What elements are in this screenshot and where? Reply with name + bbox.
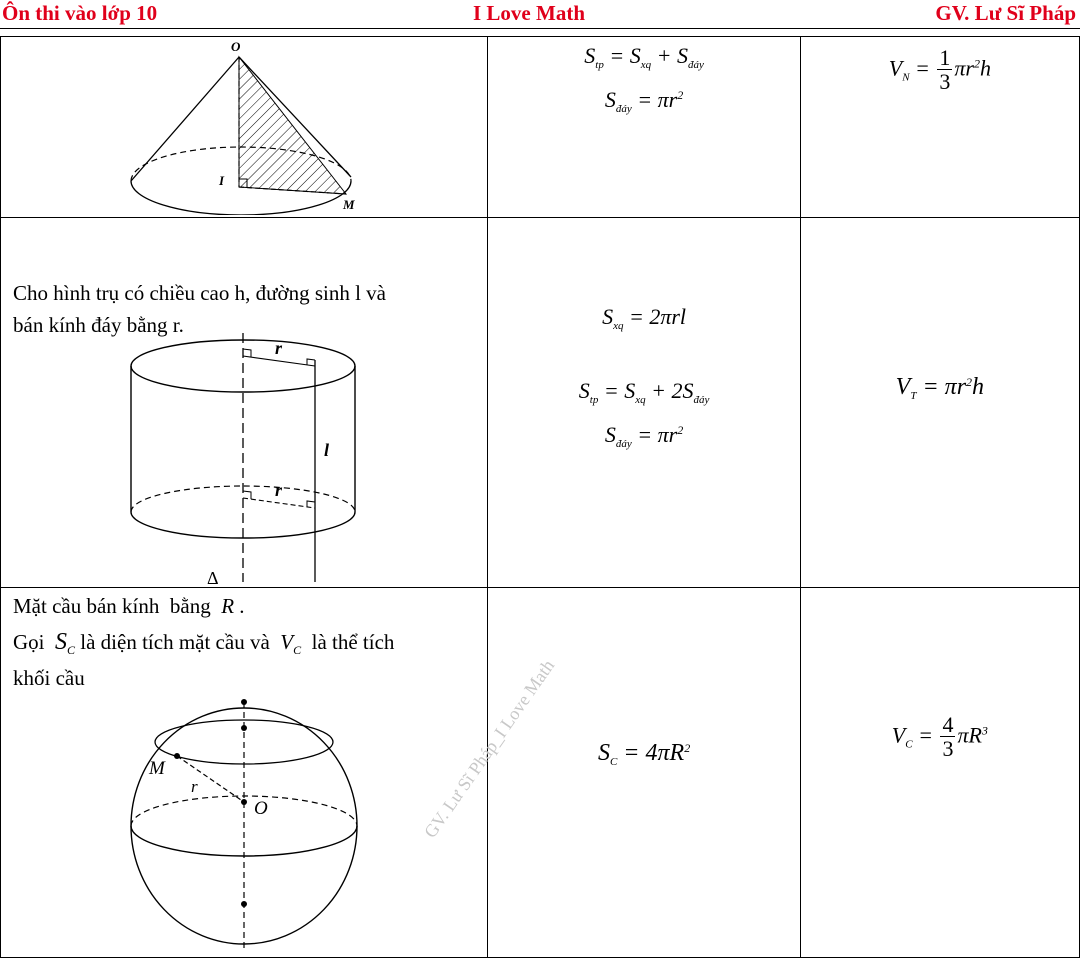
cylinder-generator-label: l <box>324 440 330 460</box>
cone-apex-label: O <box>231 39 241 54</box>
sphere-description-line3: khối cầu <box>13 666 85 690</box>
sphere-area-cell <box>488 588 800 958</box>
cylinder-description-line2: bán kính đáy bằng r. <box>13 313 184 337</box>
formula-table <box>0 36 1080 958</box>
sphere-volume-formula: $V_C$ = $\frac{4}{3}$ $\pi R^3$ <box>891 712 988 761</box>
cylinder-bottom-radius-label: r <box>275 480 283 500</box>
cone-point-label: M <box>343 197 355 212</box>
watermark: GV. Lư Sĩ Pháp_I Love Math <box>420 655 559 842</box>
cone-cell <box>1 37 488 218</box>
cylinder-area-cell <box>488 218 800 588</box>
cylinder-description-line1: Cho hình trụ có chiều cao h, đường sinh l và <box>13 281 387 305</box>
delta-icon: Δ <box>207 568 219 586</box>
page-header <box>0 0 1080 30</box>
cone-base-area-formula: $S_{đáy} = \pi r^2$ <box>604 87 684 115</box>
sphere-point-label: M <box>149 758 165 779</box>
cylinder-volume-formula: $V_T = \pi r^2h$ <box>895 374 985 402</box>
cylinder-icon <box>121 332 371 586</box>
table-row <box>1 218 1080 588</box>
cylinder-lateral-area-formula: $S_{xq} = 2\pi rl$ <box>602 304 687 332</box>
sphere-area-formula: $S_C = 4\pi R^2$ <box>597 740 691 768</box>
table-row <box>1 37 1080 218</box>
cone-area-cell <box>488 37 800 218</box>
cylinder-volume-cell <box>800 218 1079 588</box>
cone-center-label: I <box>219 173 225 188</box>
sphere-description-line2: Gọi $S_C$ là diện tích mặt cầu và $V_C$ là thể tích <box>13 629 395 658</box>
cone-volume-cell <box>800 37 1079 218</box>
sphere-center-label: O <box>254 798 268 819</box>
table-row <box>1 588 1080 958</box>
cylinder-total-area-formula: $S_{tp} = S_{xq} + 2S_{đáy}$ <box>578 378 710 406</box>
cone-volume-formula: $V_N$ = $\frac{1}{3}$ $\pi r^2h$ <box>888 45 991 94</box>
cylinder-base-area-formula: $S_{đáy} = \pi r^2$ <box>604 422 684 450</box>
header-center: I Love Math <box>473 1 585 25</box>
sphere-description-line1: Mặt cầu bán kính bằng R . <box>13 594 245 618</box>
cylinder-top-radius-label: r <box>275 338 283 358</box>
sphere-cell <box>1 588 488 958</box>
cone-icon <box>111 39 371 215</box>
sphere-volume-cell <box>800 588 1079 958</box>
header-rule <box>0 28 1080 29</box>
sphere-radius-label: r <box>191 777 198 796</box>
header-right: GV. Lư Sĩ Pháp <box>935 1 1076 25</box>
cylinder-cell <box>1 218 488 588</box>
sphere-icon <box>121 698 371 952</box>
header-left: Ôn thi vào lớp 10 <box>2 1 158 25</box>
cone-total-area-formula: $S_{tp} = S_{xq} + S_{đáy}$ <box>584 43 704 71</box>
